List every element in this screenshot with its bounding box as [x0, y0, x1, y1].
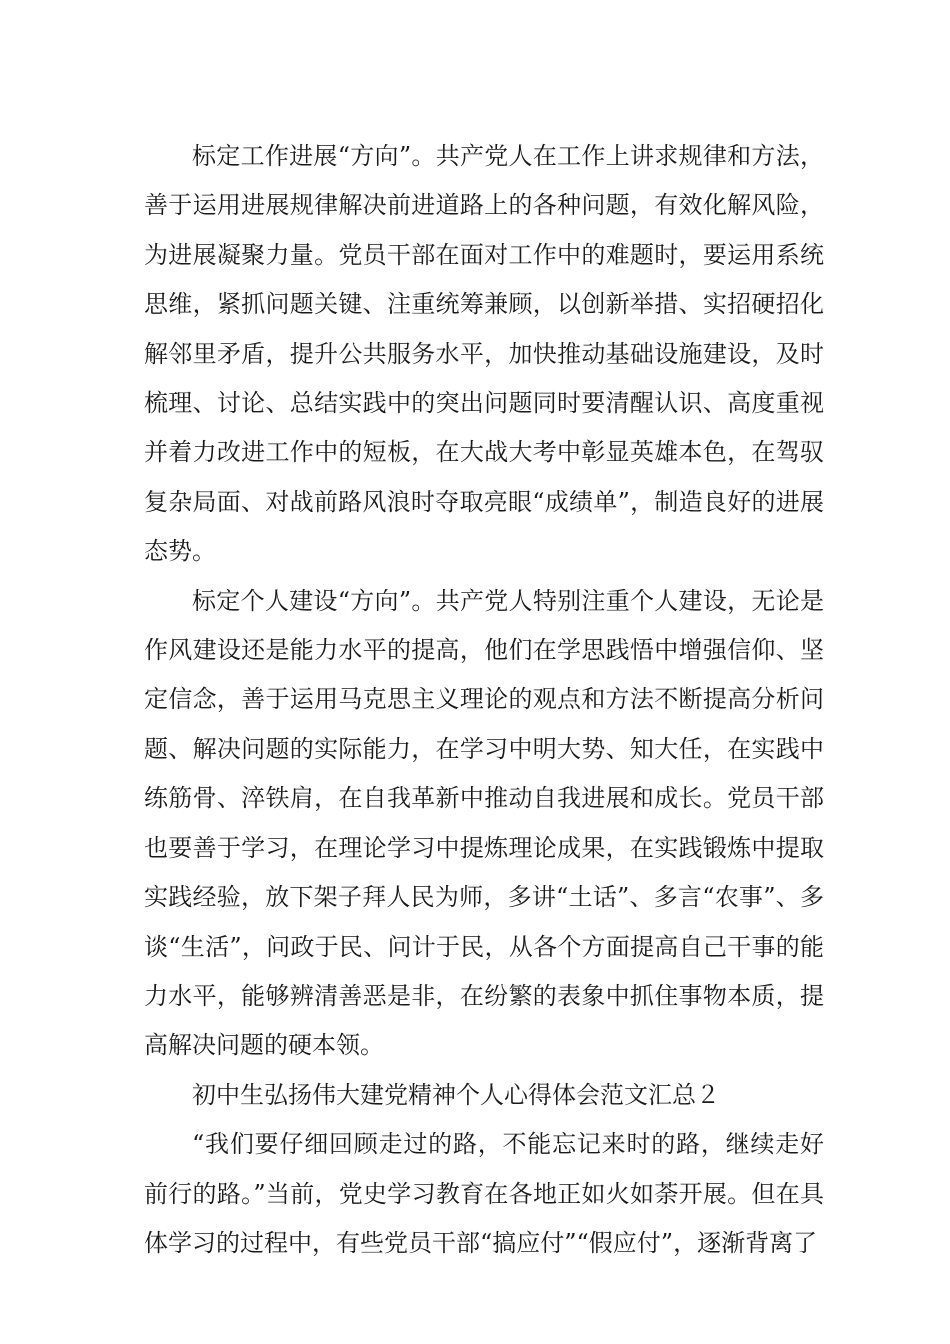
document-body: [144, 132, 824, 1268]
paragraph-work-direction: 标定工作进展“方向”。共产党人在工作上讲求规律和方法，善于运用进展规律解决前进道路上的各种问题，有效化解风险，为进展凝聚力量。党员干部在面对工作中的难题时，要运用系统思维，紧抓问题关键、注重统筹兼顾，以创新举措、实招硬招化解邻里矛盾，提升公共服务水平，加快推动基础设施建设，及时梳理、讨论、总结实践中的突出问题同时要清醒认识、高度重视并着力改进工作中的短板，在大战大考中彰显英雄本色，在驾驭复杂局面、对战前路风浪时夺取亮眼“成绩单”，制造良好的进展态势。: [144, 142, 824, 566]
paragraph-personal-direction: 标定个人建设“方向”。共产党人特别注重个人建设，无论是作风建设还是能力水平的提高，他们在学思践悟中增强信仰、坚定信念，善于运用马克思主义理论的观点和方法不断提高分析问题、解决问题的实际能力，在学习中明大势、知大任，在实践中练筋骨、淬铁肩，在自我革新中推动自我进展和成长。党员干部也要善于学习，在理论学习中提炼理论成果，在实践锻炼中提取实践经验，放下架子拜人民为师，多讲“土话”、多言“农事”、多谈“生活”，问政于民、问计于民，从各个方面提高自己干事的能力水平，能够辨清善恶是非，在纷繁的表象中抓住事物本质，提高解决问题的硬本领。: [144, 586, 824, 1060]
paragraph-history-study: “我们要仔细回顾走过的路，不能忘记来时的路，继续走好前行的路。”当前，党史学习教育在各地正如火如荼开展。但在具体学习的过程中，有些党员干部“搞应付”“假应付”，逐渐背离了: [144, 1130, 824, 1257]
section-heading: 初中生弘扬伟大建党精神个人心得体会范文汇总２: [192, 1080, 720, 1109]
